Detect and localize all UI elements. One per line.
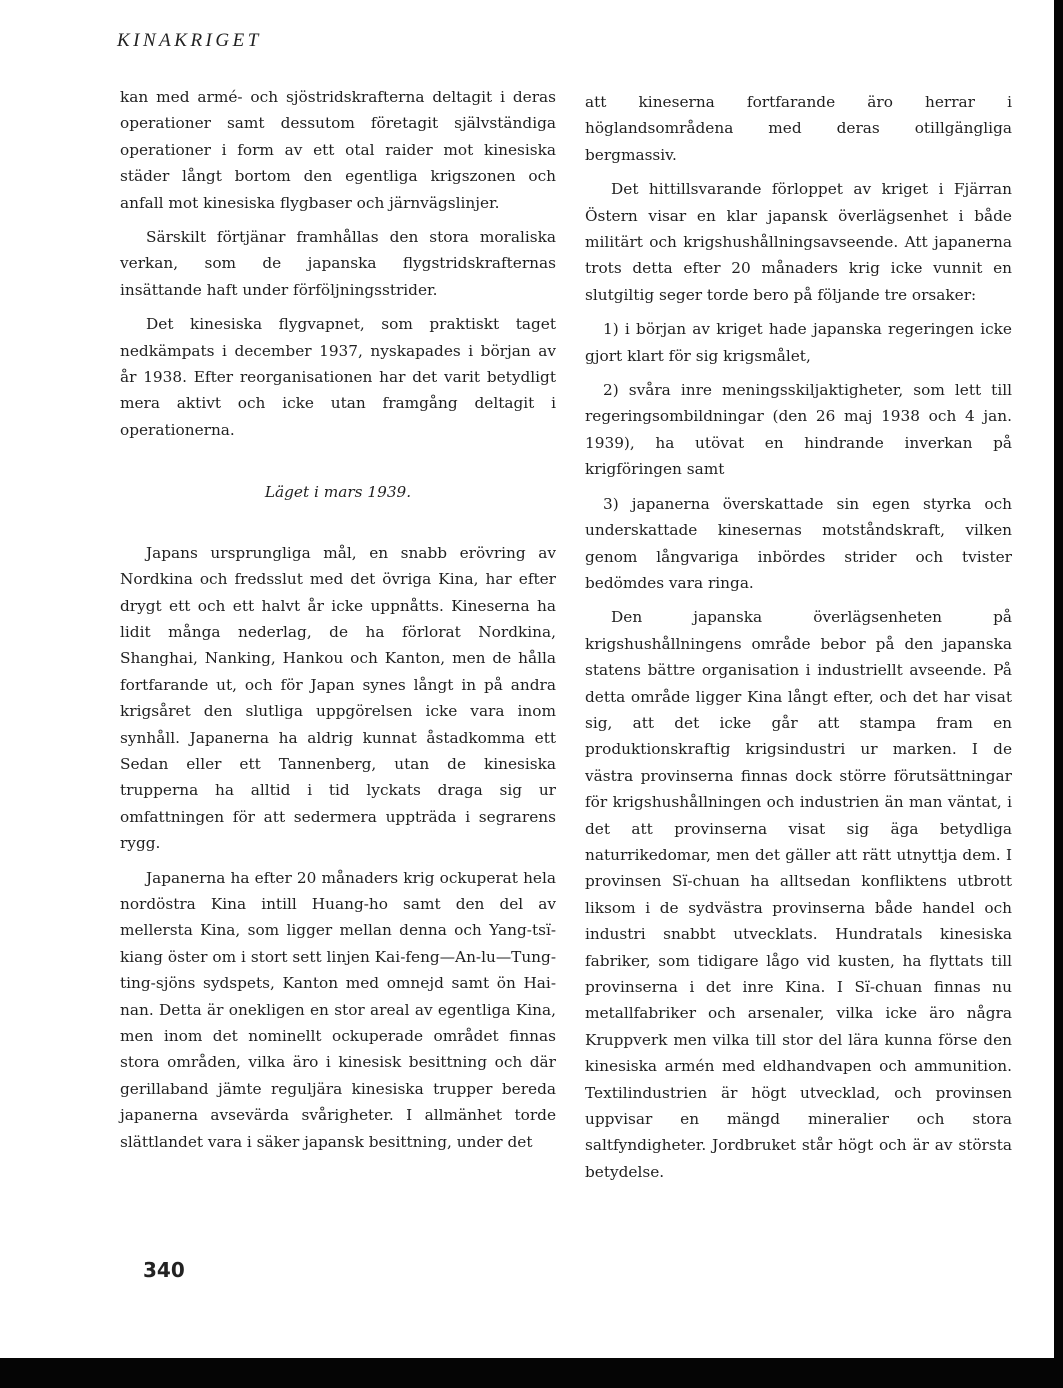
right-paragraph-1: att kineserna fortfarande äro herrar i höglandsområdena med deras otillgängliga bergmassiv. [585, 93, 1012, 164]
left-paragraph-2: Särskilt förtjänar framhållas den stora moraliska verkan, som de japanska flygstridskrafternas insättande haft under förföljningsstrider. [120, 228, 556, 299]
scan-edge-bottom [0, 1358, 1063, 1388]
section-subheading: Läget i mars 1939. [264, 483, 412, 502]
right-paragraph-6: Den japanska överlägsenheten på krigshushållningens område bebor på den japanska statens bättre organisation i industriellt avseende. På detta område ligger Kina långt efter, och det har visat sig, att det icke går att stampa fram en produktionskraftig krigsindustri ur marken. I de västra provinserna finnas dock större förutsättningar för krigshushållningen och industrien än man väntat, i det att provinserna visat sig äga betydliga naturrikedomar, men det gäller att rätt utnyttja dem. I provinsen Sï-chuan ha alltsedan konfliktens utbrott liksom i de sydvästra provinserna både handel och industri snabbt utvecklats. Hundratals kinesiska fabriker, som tidigare lågo vid kusten, ha flyttats till provinserna i det inre Kina. I Sï-chuan finnas nu metallfabriker och arsenaler, vilka icke äro några Kruppverk men vilka till stor del lära kunna förse den kinesiska armén med eldhandvapen och ammunition. Textilindustrien är högt utvecklad, och provinsen uppvisar en mängd mineralier och stora saltfyndigheter. Jordbruket står högt och är av största betydelse. [585, 608, 1012, 1181]
scan-edge-right [1054, 0, 1063, 1388]
left-paragraph-4: Japans ursprungliga mål, en snabb erövring av Nordkina och fredsslut med det övriga Kina, har efter drygt ett och ett halvt år icke uppnåtts. Kineserna ha lidit många nederlag, de ha förlorat Nordkina, Shanghai, Nanking, Hankou och Kanton, men de hålla fortfarande ut, och för Japan synes långt in på andra krigsåret den slutliga uppgörelsen icke vara inom synhåll. Japanerna ha aldrig kunnat åstadkomma ett Sedan eller ett Tannenberg, utan de kinesiska trupperna ha alltid i tid lyckats draga sig ur omfattningen för att sedermera uppträda i segrarens rygg. [120, 543, 556, 853]
left-paragraph-5: Japanerna ha efter 20 månaders krig ockuperat hela nordöstra Kina intill Huang-ho samt den del av mellersta Kina, som ligger mellan denna och Yang-tsï-kiang öster om i stort sett linjen Kai-feng—An-lu—Tung-ting-sjöns sydspets, Kanton med omnejd samt ön Hai-nan. Detta är onekligen en stor areal av egentliga Kina, men inom det nominellt ockuperade området finnas stora områden, vilka äro i kinesisk besittning och där gerillaband jämte reguljära kinesiska trupper bereda japanerna avsevärda svårigheter. I allmänhet torde slättlandet vara i säker japansk besittning, under det [120, 868, 556, 1151]
right-column [585, 89, 1012, 1185]
right-paragraph-2: Det hittillsvarande förloppet av kriget i Fjärran Östern visar en klar japansk överlägsenhet i både militärt och krigshushållningsavseende. Att japanerna trots detta efter 20 månaders krig icke vunnit en slutgiltig seger torde bero på följande tre orsaker: [585, 180, 1012, 304]
left-paragraph-3: Det kinesiska flygvapnet, som praktiskt taget nedkämpats i december 1937, nyskapades i början av år 1938. Efter reorganisationen har det varit betydligt mera aktivt och icke utan framgång deltagit i operationerna. [120, 315, 556, 439]
running-title: KINAKRIGET [117, 30, 262, 51]
list-item-1: 1) i början av kriget hade japanska regeringen icke gjort klart för sig krigsmålet, [585, 320, 1012, 365]
list-item-2: 2) svåra inre meningsskiljaktigheter, som lett till regeringsombildningar (den 26 maj 1938 och 4 jan. 1939), ha utövat en hindrande inverkan på krigföringen samt [585, 381, 1012, 479]
left-column [120, 84, 556, 1155]
page-number: 340 [143, 1258, 185, 1282]
left-paragraph-1: kan med armé- och sjöstridskrafterna deltagit i deras operationer samt dessutom företagit självständiga operationer i form av ett otal raider mot kinesiska städer långt bortom den egentliga krigszonen och anfall mot kinesiska flygbaser och järnvägslinjer. [120, 88, 556, 212]
list-item-3: 3) japanerna överskattade sin egen styrka och underskattade kinesernas motståndskraft, vilken genom långvariga inbördes strider och tvister bedömdes vara ringa. [585, 494, 1012, 592]
